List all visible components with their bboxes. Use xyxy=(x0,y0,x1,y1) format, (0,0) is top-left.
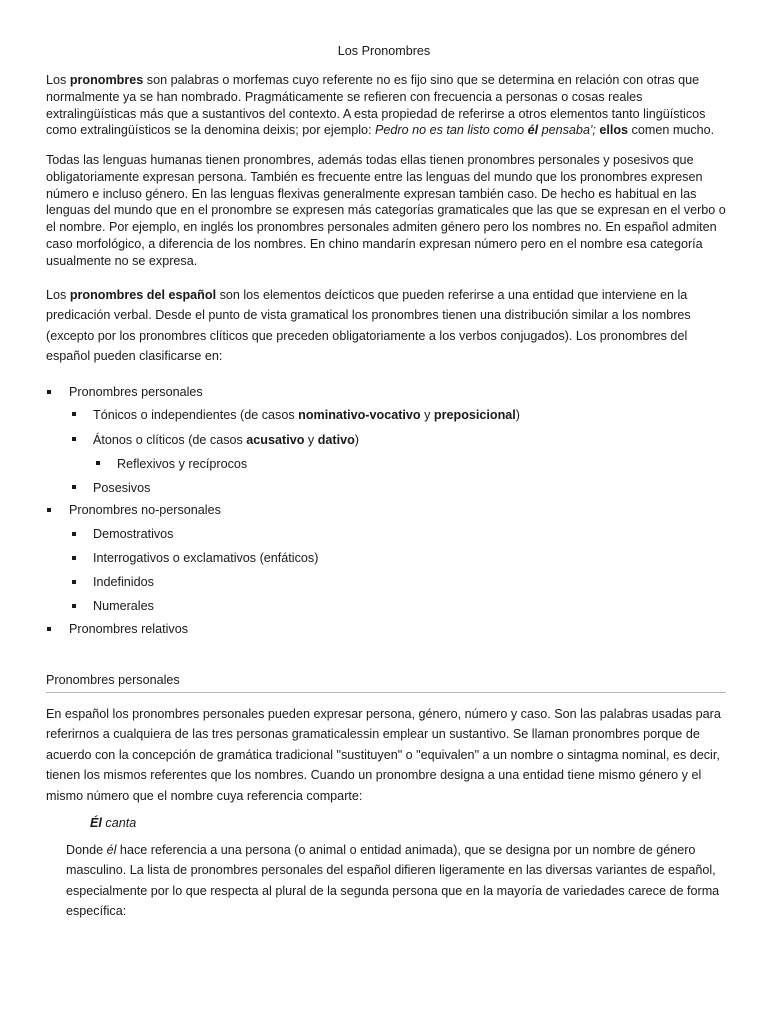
list-item: Reflexivos y recíprocos xyxy=(117,457,248,471)
bullet-icon xyxy=(47,627,51,631)
intro-paragraph xyxy=(46,72,726,139)
bullet-icon xyxy=(72,556,76,560)
list-item: Posesivos xyxy=(93,481,151,495)
list-item: Indefinidos xyxy=(93,575,154,589)
bullet-icon xyxy=(96,461,100,465)
text: Los xyxy=(46,73,70,87)
list-item: Demostrativos xyxy=(93,527,174,541)
list-item: Pronombres personales xyxy=(69,385,203,399)
bullet-icon xyxy=(47,390,51,394)
list-item: Numerales xyxy=(93,599,154,613)
example-italic-bold: él xyxy=(527,123,539,138)
example-italic: pensaba'; xyxy=(538,123,596,138)
list-item: Tónicos o independientes (de casos nominativo-vocativo y preposicional) xyxy=(93,408,520,422)
term-pronombres-espanol: pronombres del español xyxy=(69,288,217,302)
example-explanation-paragraph: Donde él hace referencia a una persona (o animal o entidad animada), que se designa por un nombre de género masculino. La lista de pronombres personales del español difieren ligeramente en las diversas variantes de español, especialmente por lo que respecta al plural de la segunda persona que en la mayoría de variedades carece de forma específica: xyxy=(66,843,720,919)
page-title: Los Pronombres xyxy=(337,44,431,58)
list-item: Átonos o clíticos (de casos acusativo y dativo) xyxy=(93,433,359,447)
list-item: Pronombres no-personales xyxy=(69,503,221,517)
example-italic: Pedro no es tan listo como xyxy=(375,123,528,138)
text: son palabras o morfemas cuyo referente no es fijo sino que se determina en relación con otras que normalmente ya se han nombrado. Pragmáticamente se refieren con frecuencia a personas o cosas reales extralingüísticas más que a sustantivos del contexto. A esta propiedad de referirse a otros elementos tanto lingüísticos como extralingüísticos se la denomina deixis; por ejemplo: xyxy=(46,73,706,138)
term-pronombres: pronombres xyxy=(69,73,144,87)
list-item: Interrogativos o exclamativos (enfáticos) xyxy=(93,551,319,565)
example-bold: ellos xyxy=(599,123,629,138)
section-heading: Pronombres personales xyxy=(46,672,726,693)
personal-pronouns-paragraph: En español los pronombres personales pueden expresar persona, género, número y caso. Son las palabras usadas para referirnos a cualquiera de las tres personas gramaticalessin emplear un sustantivo. Se llaman pronombres porque de acuerdo con la concepción de gramática tradicional "sustituyen" o "equivalen" a un nombre o sintagma nominal, es decir, tienen los mismos referentes que los nombres. Cuando un pronombre designa a una entidad tiene mismo género y el mismo número que el nombre cuya referencia comparte: xyxy=(46,707,721,803)
example-sentence: Él canta xyxy=(90,816,137,830)
bullet-icon xyxy=(72,485,76,489)
bullet-icon xyxy=(72,412,76,416)
text: comen mucho. xyxy=(628,123,715,138)
bullet-icon xyxy=(47,508,51,512)
spanish-pronouns-paragraph: Los pronombres del español son los elementos deícticos que pueden referirse a una entidad que interviene en la predicación verbal. Desde el punto de vista gramatical los pronombres tienen una distribución similar a los nombres (excepto por los pronombres clíticos que preceden obligatoriamente a los verbos conjugados). Los pronombres del español pueden clasificarse en: xyxy=(46,288,691,364)
bullet-icon xyxy=(72,604,76,608)
example-italic: él xyxy=(106,843,117,857)
bullet-icon xyxy=(72,580,76,584)
bullet-icon xyxy=(72,437,76,441)
list-item: Pronombres relativos xyxy=(69,622,188,636)
languages-paragraph: Todas las lenguas humanas tienen pronombres, además todas ellas tienen pronombres personales y posesivos que obligatoriamente expresan persona. También es frecuente entre las lenguas del mundo que los pronombres expresen número e incluso género. En las lenguas flexivas generalmente expresan también caso. De hecho es habitual en las lenguas del mundo que en el pronombre se expresen más categorías gramaticales que las que se expresan en el verbo o el nombre. Por ejemplo, en inglés los pronombres personales admiten género pero los nombres no. En español admiten caso morfológico, a diferencia de los nombres. En chino mandarín expresan número pero en el nombre esa categoría usualmente no se expresa. xyxy=(46,153,726,268)
bullet-icon xyxy=(72,532,76,536)
